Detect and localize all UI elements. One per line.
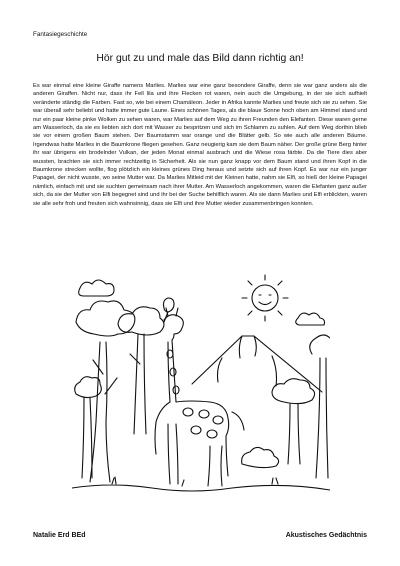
cloud-drawing [296,313,325,325]
page-title: Hör gut zu und male das Bild dann richtig an! [96,53,304,64]
footer-author: Natalie Erd BEd [33,532,86,539]
tree-drawing [118,307,164,434]
footer-subject: Akustisches Gedächtnis [285,532,367,539]
story-text: Es war einmal eine kleine Giraffe namens Marlies. Marlies war eine ganz besondere Giraffe, denn sie war ganz anders als die anderen Giraffen. Nicht nur, dass ihr Fell lila und ihre Flecken rot waren, nein auch die Umgebung, in der sie sich aufhielt veränderte ständig die Farben. Fast so, wie bei einem Chamäleon. Jeder in Afrika kannte Marlies und freute sich sie zu sehen. Sie war überall sehr beliebt und hatte immer gute Laune. Eines schönen Tages, als die blaue Sonne hoch oben am Himmel stand und nur ein paar kleine pinke Wolken zu sehen waren, war Marlies auf dem Weg zu ihren Freunden den Elefanten. Diese waren gerne am Wasserloch, da sie es liebten sich dort mit Wasser zu bespritzen und sich im Schlamm zu suhlen. Auf dem Weg dorthin blieb sie vor einem großen Baum stehen. Der Baumstamm war orange und die Blätter gelb. So wie auch alle anderen Bäume. Irgendwas hatte Marlies in die Baumkrone fliegen gesehen. Ganz neugierig kam sie dem Baum näher. Der große grüne Berg hinter ihr war übrigens ein brodelnder Vulkan, der jeden Monat einmal ausbrach und die Wiese rosa färbte. Da die Tiere dies aber wussten, brachten sie sich immer rechtzeitig in Sicherheit. Als sie nun ganz knapp vor dem Baum stand und ihren Kopf in die Baumkrone strecken wollte, flog plötzlich ein kleines grünes Ding heraus und setzte sich auf ihren Kopf. Es war nur ein junger Papagei, der nicht wusste, wo seine Mutter war. Da Marlies Mitleid mit der Kleinen hatte, nahm sie Elfi, so hieß der kleine Papagei nämlich, einfach mit und sie suchten gemeinsam nach ihrer Mutter. Am Wasserloch angekommen, waren die Elefanten ganz außer sich, da sie der Mutter von Elfi begegnet sind und ihr bei der Suche behilflich waren. Als sie dann Marlies und Elfi erblickten, waren sie alle sehr froh und freuten sich wahnsinnig, dass sie Elfi und ihre Mutter wieder zusammenbringen konnten. [33,83,367,207]
tree-drawing [272,379,315,464]
sun-drawing [242,275,288,321]
cloud-drawing [79,280,114,296]
giraffe-coloring-illustration [72,274,330,500]
category-label: Fantasiegeschichte [33,31,88,38]
grass-drawing [72,477,330,491]
volcano-drawing [192,336,322,392]
tree-drawing [310,335,330,478]
giraffe-drawing [155,308,244,486]
tree-drawing [76,301,135,482]
bush-drawing [242,447,279,467]
parrot-drawing [164,298,175,322]
